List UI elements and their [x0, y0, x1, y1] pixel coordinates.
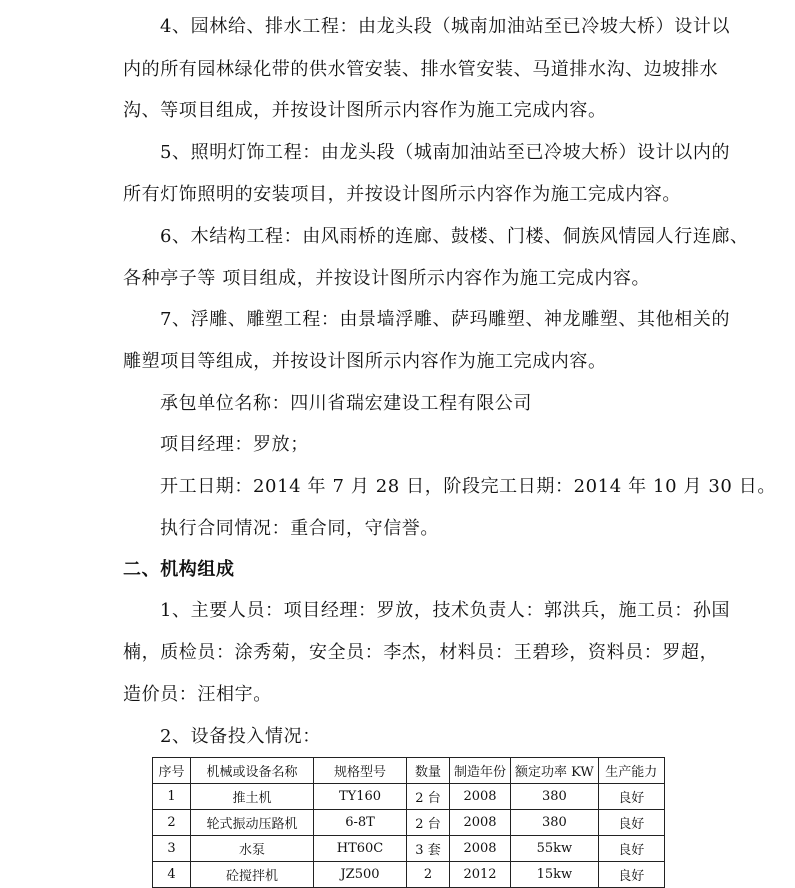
header-cell: 序号 [153, 758, 191, 784]
paragraph-line: 内的所有园林绿化带的供水管安装、排水管安装、马道排水沟、边坡排水 [123, 59, 719, 80]
table-cell: 6-8T [314, 810, 407, 836]
paragraph-line: 6、木结构工程：由风雨桥的连廊、鼓楼、门楼、侗族风情园人行连廊、 [160, 226, 749, 247]
table-cell: 2 台 [407, 784, 450, 810]
table-row [153, 862, 665, 888]
table-row [153, 784, 665, 810]
table-cell: 砼搅拌机 [191, 862, 314, 888]
table-cell: 3 [153, 836, 191, 862]
table-cell: 2012 [450, 862, 511, 888]
table-cell: 380 [511, 810, 599, 836]
table-cell: 2 台 [407, 810, 450, 836]
table-cell: 1 [153, 784, 191, 810]
header-cell: 制造年份 [450, 758, 511, 784]
table-cell: 15kw [511, 862, 599, 888]
table-row [153, 836, 665, 862]
table-cell: 良好 [598, 836, 664, 862]
paragraph-line: 7、浮雕、雕塑工程：由景墙浮雕、萨玛雕塑、神龙雕塑、其他相关的 [160, 309, 731, 330]
contractor-name: 承包单位名称：四川省瑞宏建设工程有限公司 [160, 393, 532, 414]
dates-line: 开工日期：2014 年 7 月 28 日，阶段完工日期：2014 年 10 月 30 日。 [160, 476, 776, 497]
table-header-row [153, 758, 665, 784]
paragraph-line: 各种亭子等 项目组成，并按设计图所示内容作为施工完成内容。 [123, 268, 651, 289]
table-cell: 3 套 [407, 836, 450, 862]
table-cell: 2008 [450, 784, 511, 810]
paragraph-line: 楠，质检员：涂秀菊，安全员：李杰，材料员：王碧珍，资料员：罗超， [123, 642, 719, 663]
table-cell: HT60C [314, 836, 407, 862]
paragraph-line: 1、主要人员：项目经理：罗放，技术负责人：郭洪兵，施工员：孙国 [160, 600, 731, 621]
header-cell: 机械或设备名称 [191, 758, 314, 784]
paragraph-line: 5、照明灯饰工程：由龙头段（城南加油站至已冷坡大桥）设计以内的 [160, 142, 731, 163]
section-heading: 二、机构组成 [123, 559, 235, 580]
project-manager: 项目经理：罗放； [160, 434, 309, 455]
contract-status: 执行合同情况：重合同，守信誉。 [160, 518, 439, 539]
table-cell: 380 [511, 784, 599, 810]
header-cell: 额定功率 KW [511, 758, 599, 784]
table-cell: 水泵 [191, 836, 314, 862]
table-cell: TY160 [314, 784, 407, 810]
equipment-table [152, 757, 665, 888]
table-cell: 轮式振动压路机 [191, 810, 314, 836]
equipment-heading: 2、设备投入情况： [160, 726, 321, 747]
paragraph-line: 造价员：汪相宇。 [123, 684, 272, 705]
header-cell: 数量 [407, 758, 450, 784]
table-cell: 良好 [598, 784, 664, 810]
table-cell: 2008 [450, 810, 511, 836]
table-cell: 2008 [450, 836, 511, 862]
table-cell: 良好 [598, 862, 664, 888]
table-cell: 良好 [598, 810, 664, 836]
table-cell: 55kw [511, 836, 599, 862]
paragraph-line: 所有灯饰照明的安装项目，并按设计图所示内容作为施工完成内容。 [123, 184, 681, 205]
table-cell: 2 [407, 862, 450, 888]
table-row [153, 810, 665, 836]
table-cell: 2 [153, 810, 191, 836]
table-cell: 推土机 [191, 784, 314, 810]
paragraph-line: 沟、等项目组成，并按设计图所示内容作为施工完成内容。 [123, 100, 607, 121]
header-cell: 规格型号 [314, 758, 407, 784]
paragraph-line: 雕塑项目等组成，并按设计图所示内容作为施工完成内容。 [123, 351, 607, 372]
paragraph-line: 4、园林给、排水工程：由龙头段（城南加油站至已冷坡大桥）设计以 [160, 16, 731, 37]
table-cell: 4 [153, 862, 191, 888]
table-cell: JZ500 [314, 862, 407, 888]
header-cell: 生产能力 [598, 758, 664, 784]
